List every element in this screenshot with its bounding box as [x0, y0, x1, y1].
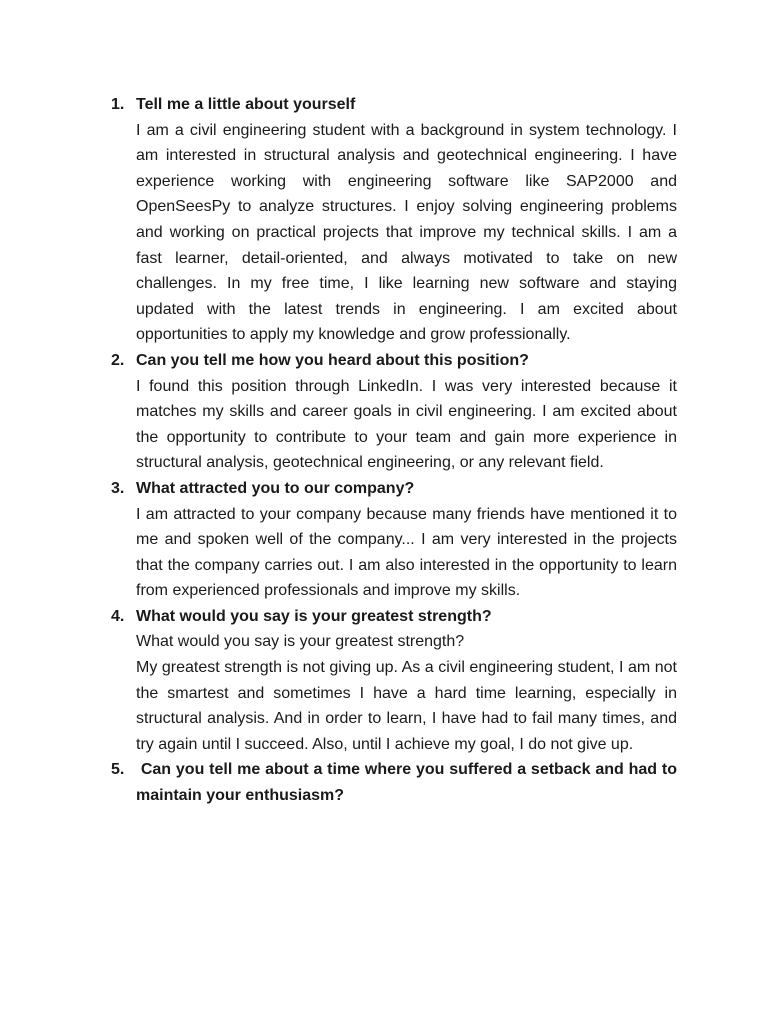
- question-item-1: [111, 92, 677, 348]
- question-text: Can you tell me about a time where you suffered a setback and had to maintain your enthusiasm?: [136, 761, 682, 805]
- answer-paragraph: My greatest strength is not giving up. As a civil engineering student, I am not the smartest and sometimes I have a hard time learning, especially in structural analysis. And in order to learn, I have had to fail many times, and try again until I succeed. Also, until I achieve my goal, I do not give up.: [136, 659, 677, 753]
- question-number: 4.: [111, 607, 125, 625]
- answer-paragraph: I found this position through LinkedIn. I was very interested because it matches my skills and career goals in civil engineering. I am excited about the opportunity to contribute to your team and gain more experience in structural analysis, geotechnical engineering, or any relevant field.: [136, 377, 677, 472]
- question-number: 5.: [111, 761, 125, 779]
- question-text: What attracted you to our company?: [136, 479, 415, 497]
- answer-repeated-question: What would you say is your greatest strength?: [136, 633, 465, 651]
- answer-paragraph: I am a civil engineering student with a background in system technology. I am interested in structural analysis and geotechnical engineering. I have experience working with engineering software like SAP2000 and OpenSeesPy to analyze structures. I enjoy solving engineering problems and working on practical projects that improve my technical skills. I am a fast learner, detail-oriented, and always motivated to take on new challenges. In my free time, I like learning new software and staying updated with the latest trends in engineering. I am excited about opportunities to apply my knowledge and grow professionally.: [136, 121, 677, 344]
- question-text: Can you tell me how you heard about this position?: [136, 351, 529, 369]
- question-text: What would you say is your greatest strength?: [136, 607, 492, 625]
- question-number: 1.: [111, 96, 125, 113]
- question-item-4: [111, 604, 677, 758]
- question-list: [111, 92, 682, 809]
- question-item-2: [111, 348, 677, 476]
- question-item-3: [111, 476, 677, 604]
- question-number: 3.: [111, 479, 125, 497]
- question-item-5: [111, 757, 682, 808]
- question-text: Tell me a little about yourself: [136, 96, 356, 113]
- answer-paragraph: I am attracted to your company because many friends have mentioned it to me and spoken well of the company... I am very interested in the projects that the company carries out. I am also interested in the opportunity to learn from experienced professionals and improve my skills.: [136, 505, 677, 600]
- question-number: 2.: [111, 351, 125, 369]
